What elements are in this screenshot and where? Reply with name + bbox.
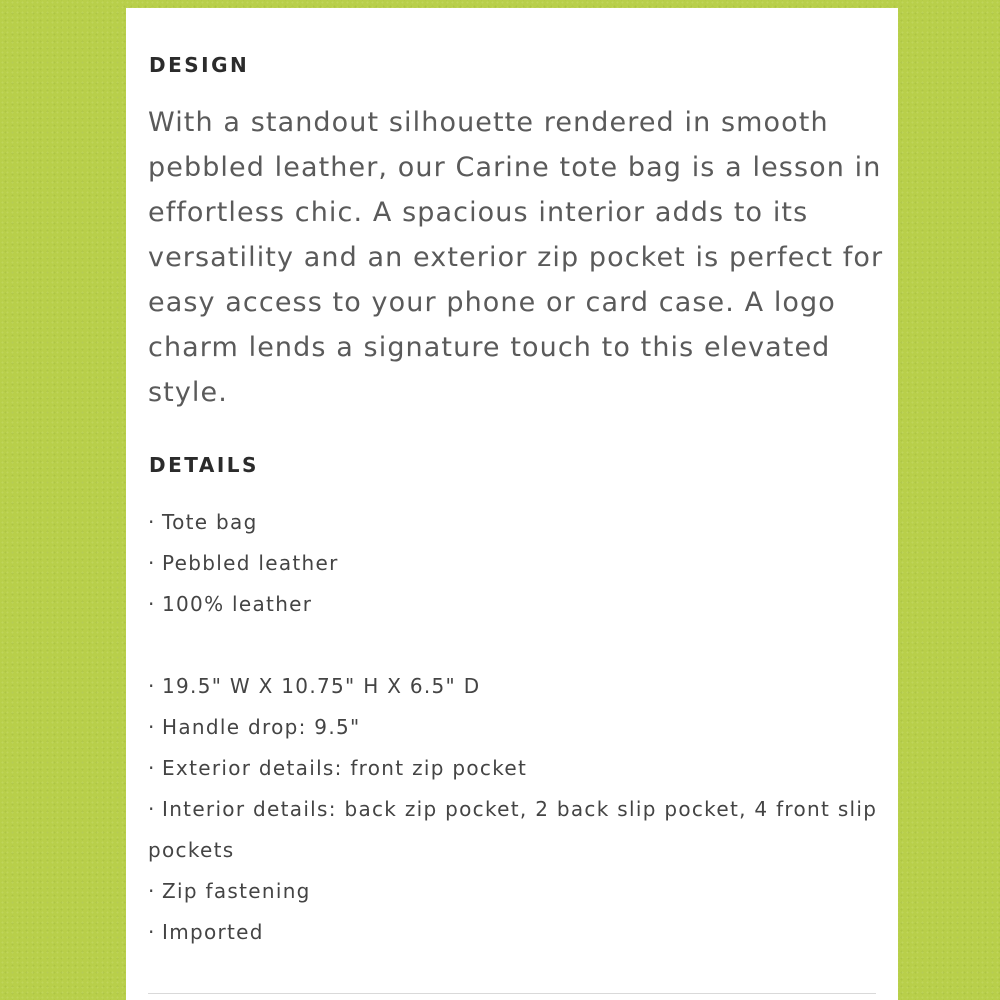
detail-text: Interior details: back zip pocket, 2 back slip pocket, 4 front slip pockets — [148, 797, 878, 862]
list-item — [148, 707, 888, 748]
detail-text: 19.5" W X 10.75" H X 6.5" D — [162, 674, 481, 698]
bullet-icon: · — [148, 797, 156, 821]
product-description-card — [126, 8, 898, 1000]
bullet-icon: · — [148, 920, 156, 944]
bullet-icon: · — [148, 551, 156, 575]
bullet-icon: · — [148, 674, 156, 698]
list-item — [148, 502, 888, 543]
list-item — [148, 584, 888, 625]
detail-text: Imported — [162, 920, 264, 944]
detail-text: Handle drop: 9.5" — [162, 715, 361, 739]
design-heading: DESIGN — [149, 53, 250, 77]
list-item — [148, 543, 888, 584]
list-item — [148, 789, 888, 871]
design-description: With a standout silhouette rendered in smooth pebbled leather, our Carine tote bag is a lesson in effortless chic. A spacious interior adds to its versatility and an exterior zip pocket is perfect for easy access to your phone or card case. A logo charm lends a signature touch to this elevated style. — [148, 107, 884, 408]
bullet-icon: · — [148, 715, 156, 739]
bullet-icon: · — [148, 592, 156, 616]
bullet-icon: · — [148, 510, 156, 534]
bullet-icon: · — [148, 756, 156, 780]
divider — [148, 993, 876, 994]
details-list — [148, 502, 888, 953]
detail-text: Tote bag — [162, 510, 258, 534]
details-heading: DETAILS — [149, 453, 259, 477]
detail-text: Pebbled leather — [162, 551, 339, 575]
list-item — [148, 912, 888, 953]
bullet-icon: · — [148, 879, 156, 903]
list-item — [148, 748, 888, 789]
detail-text: Zip fastening — [162, 879, 311, 903]
list-item — [148, 871, 888, 912]
list-spacer — [148, 625, 888, 666]
list-item — [148, 666, 888, 707]
detail-text: Exterior details: front zip pocket — [162, 756, 528, 780]
detail-text: 100% leather — [162, 592, 313, 616]
